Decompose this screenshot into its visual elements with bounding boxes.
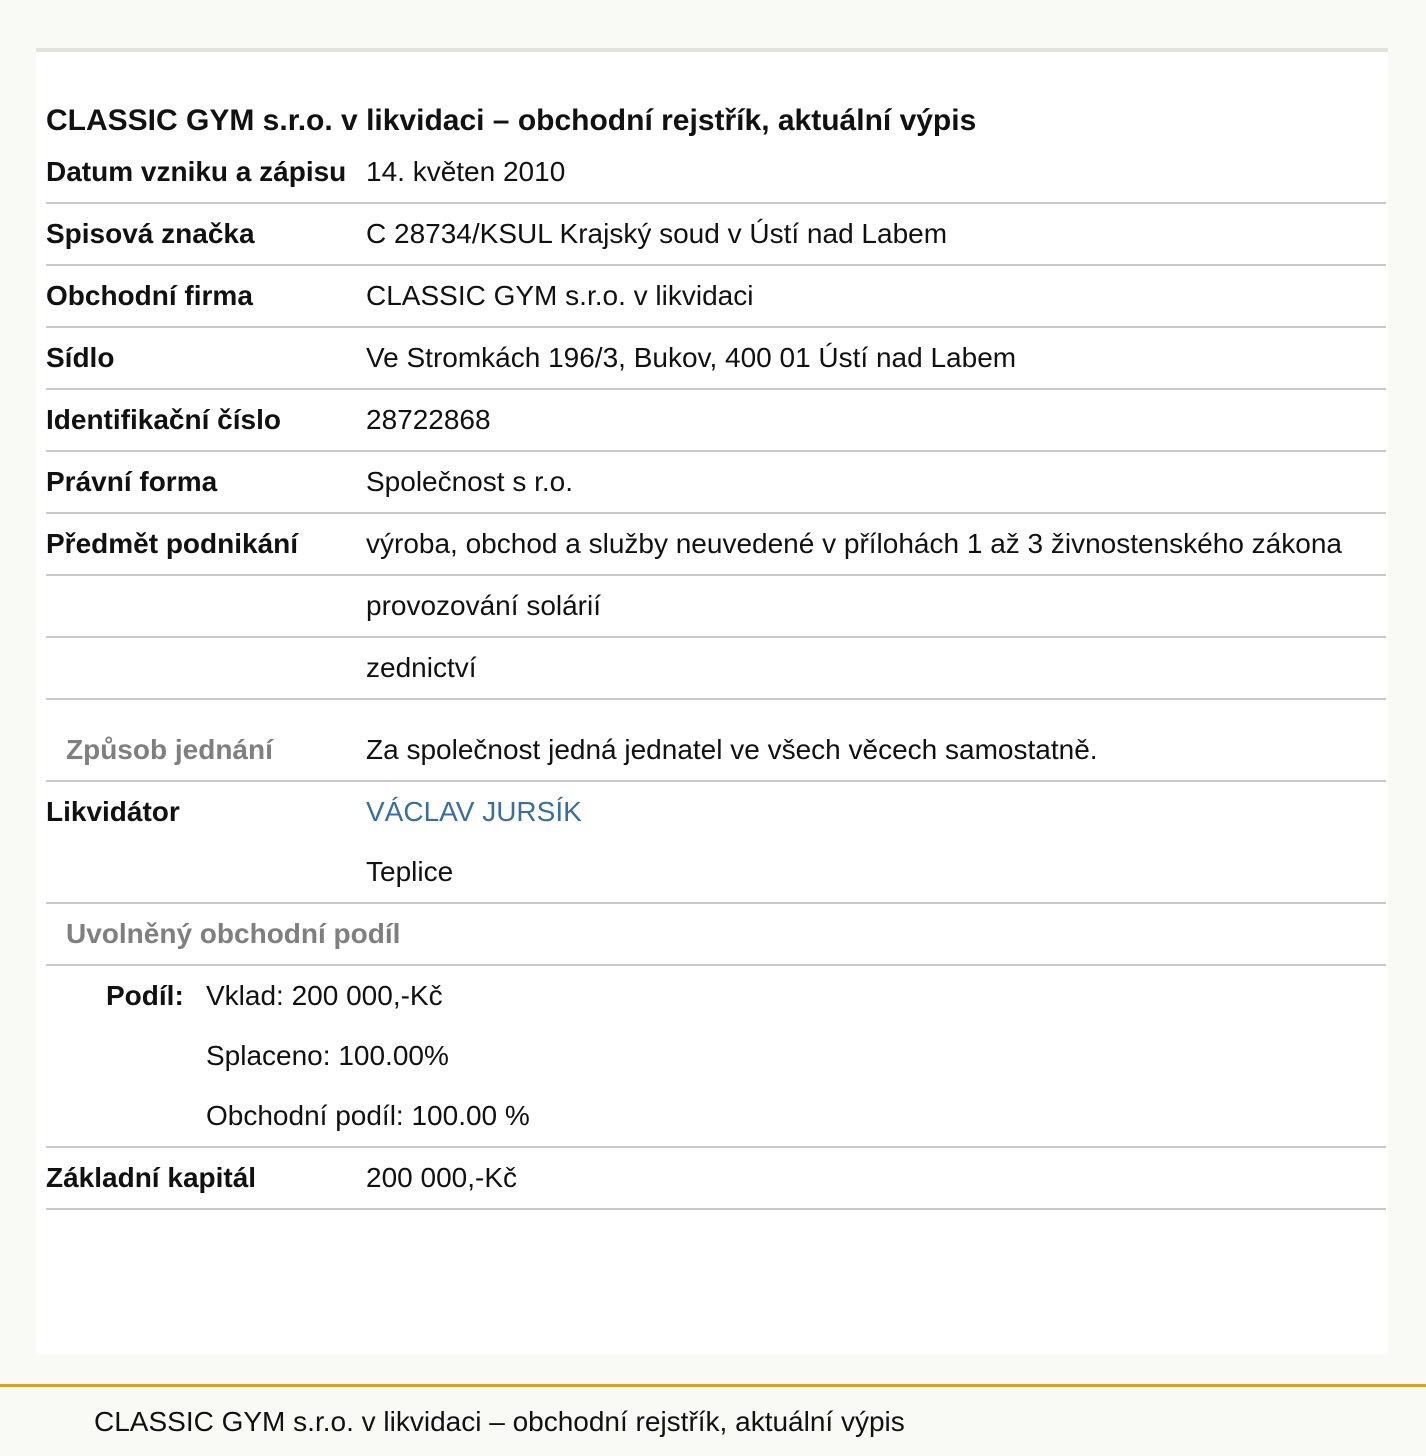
row-value: CLASSIC GYM s.r.o. v likvidaci — [366, 280, 754, 311]
row-likvidator — [46, 782, 1386, 904]
footer-title: CLASSIC GYM s.r.o. v likvidaci – obchodní rejstřík, aktuální výpis — [94, 1406, 905, 1437]
row-value: provozování solárií — [366, 590, 602, 621]
row-label: Spisová značka — [46, 218, 255, 249]
row-value: zednictví — [366, 652, 477, 683]
share-block — [46, 966, 1386, 1148]
row-label-empty — [46, 576, 366, 636]
row-datum — [46, 142, 1386, 204]
row-zpusob-jednani — [46, 700, 1386, 782]
row-value: výroba, obchod a služby neuvedené v přílohách 1 až 3 živnostenského zákona — [366, 528, 1342, 559]
row-value: Společnost s r.o. — [366, 466, 574, 497]
row-pravni-forma — [46, 452, 1386, 514]
row-value: 14. květen 2010 — [366, 156, 566, 187]
row-label: Datum vzniku a zápisu — [46, 156, 347, 187]
row-label: Právní forma — [46, 466, 218, 497]
section-uvolneny-podil: Uvolněný obchodní podíl — [46, 904, 1386, 966]
row-label: Likvidátor — [46, 796, 180, 827]
row-label-empty — [46, 638, 366, 698]
row-label: Základní kapitál — [46, 1162, 257, 1193]
row-value — [366, 782, 1386, 902]
share-label: Podíl: — [106, 980, 184, 1011]
row-zakladni-kapital — [46, 1148, 1386, 1210]
row-identifikacni-cislo — [46, 390, 1386, 452]
row-predmet-item — [46, 576, 1386, 638]
share-values — [206, 966, 1386, 1146]
register-content — [46, 52, 1386, 1210]
row-predmet-podnikani — [46, 514, 1386, 576]
share-row — [106, 966, 1386, 1146]
row-spisova-znacka — [46, 204, 1386, 266]
row-value: Ve Stromkách 196/3, Bukov, 400 01 Ústí nad Labem — [366, 342, 1017, 373]
row-sidlo — [46, 328, 1386, 390]
likvidator-city: Teplice — [366, 856, 454, 887]
row-value: 28722868 — [366, 404, 491, 435]
row-label: Způsob jednání — [66, 734, 273, 765]
share-obchodni-podil: Obchodní podíl: 100.00 % — [206, 1100, 530, 1131]
register-panel — [36, 48, 1388, 1354]
share-splaceno: Splaceno: 100.00% — [206, 1040, 449, 1071]
row-label: Identifikační číslo — [46, 404, 281, 435]
row-label: Sídlo — [46, 342, 115, 373]
page-title: CLASSIC GYM s.r.o. v likvidaci – obchodní rejstřík, aktuální výpis — [46, 104, 977, 137]
footer-divider — [0, 1384, 1426, 1387]
row-value: Za společnost jedná jednatel ve všech věcech samostatně. — [366, 734, 1098, 765]
likvidator-link[interactable]: VÁCLAV JURSÍK — [366, 796, 582, 827]
share-vklad: Vklad: 200 000,-Kč — [206, 980, 443, 1011]
row-label: Obchodní firma — [46, 280, 253, 311]
row-value: C 28734/KSUL Krajský soud v Ústí nad Labem — [366, 218, 948, 249]
row-predmet-item — [46, 638, 1386, 700]
row-label: Předmět podnikání — [46, 528, 299, 559]
row-obchodni-firma — [46, 266, 1386, 328]
row-value: 200 000,-Kč — [366, 1162, 517, 1193]
